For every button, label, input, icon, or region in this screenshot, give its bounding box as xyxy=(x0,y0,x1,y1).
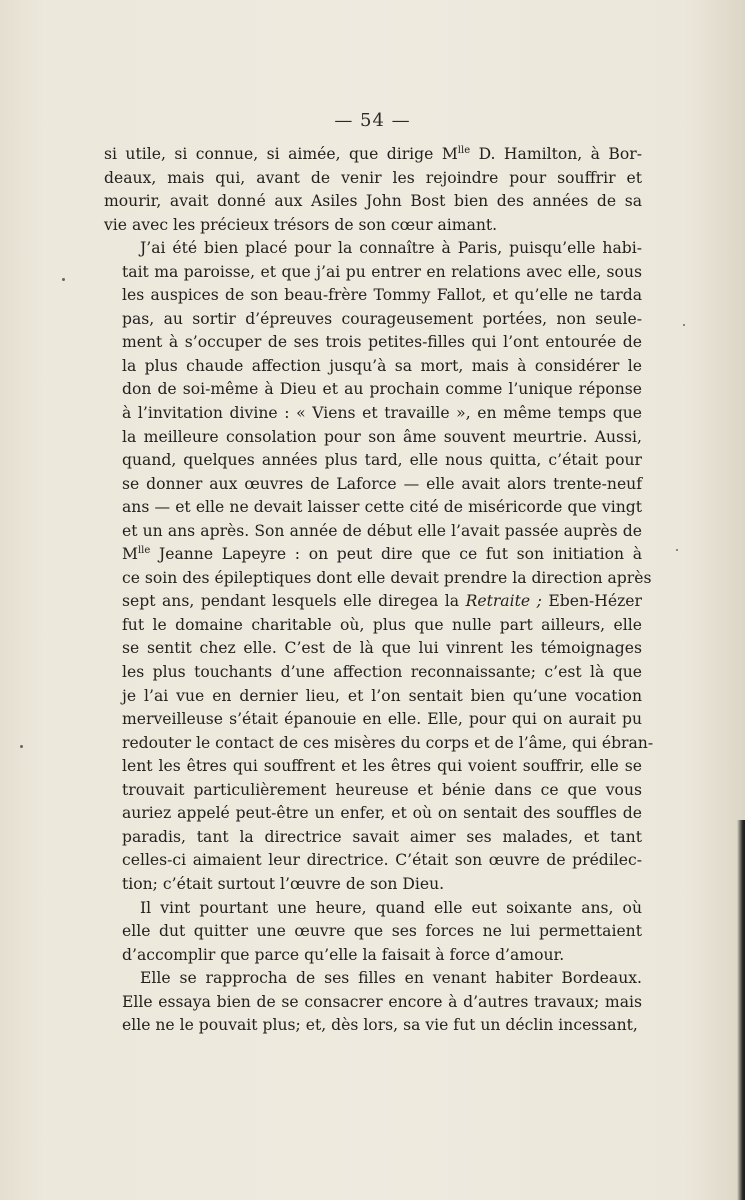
page-edge-shadow xyxy=(737,820,745,1200)
text-line xyxy=(104,543,642,567)
text-run: ment à s’occuper de ses trois petites-filles qui l’ont entourée de xyxy=(122,333,642,352)
text-run: les auspices de son beau-frère Tommy Fallot, et qu’elle ne tarda xyxy=(122,286,642,305)
text-line xyxy=(104,449,642,473)
text-line xyxy=(104,284,642,308)
text-line xyxy=(104,402,642,426)
text-run: redouter le contact de ces misères du corps et de l’âme, qui ébran- xyxy=(122,733,654,752)
paper-speck xyxy=(20,745,23,748)
text-line xyxy=(104,614,642,638)
text-run: trouvait particulièrement heureuse et bénie dans ce que vous xyxy=(122,780,642,799)
text-line xyxy=(104,237,642,261)
text-run: si utile, si connue, si aimée, que dirige M xyxy=(104,145,458,163)
text-run: d’accomplir que parce qu’elle la faisait à force d’amour. xyxy=(122,945,565,964)
text-line xyxy=(104,873,642,897)
page-number: — 54 — xyxy=(334,110,411,131)
text-line xyxy=(104,308,642,332)
text-run: tait ma paroisse, et que j’ai pu entrer en relations avec elle, sous xyxy=(122,262,642,281)
text-run: tion; c’était surtout l’œuvre de son Dieu. xyxy=(122,874,445,893)
text-line xyxy=(104,826,642,850)
text-line xyxy=(104,567,652,591)
text-run: se donner aux œuvres de Laforce — elle avait alors trente-neuf xyxy=(122,474,642,493)
superscript: lle xyxy=(457,144,471,156)
text-line xyxy=(104,755,642,779)
text-run: ans — et elle ne devait laisser cette cité de miséricorde que vingt xyxy=(122,498,642,517)
text-line xyxy=(104,897,642,921)
text-run: fut le domaine charitable où, plus que nulle part ailleurs, elle xyxy=(122,615,642,634)
text-line xyxy=(104,967,642,991)
text-line xyxy=(104,685,642,709)
text-run: mourir, avait donné aux Asiles John Bost bien des années de sa xyxy=(104,192,642,211)
text-run: Elle se rapprocha de ses filles en venant habiter Bordeaux. xyxy=(140,969,642,988)
text-run: Eben-Hézer xyxy=(541,592,642,611)
text-run: et un ans après. Son année de début elle l’avait passée auprès de xyxy=(122,521,642,540)
text-line xyxy=(104,661,642,685)
text-line xyxy=(104,426,642,450)
text-line xyxy=(104,590,642,614)
paragraph xyxy=(104,237,654,896)
text-run: D. Hamilton, à Bor- xyxy=(470,145,642,163)
text-run: la plus chaude affection jusqu’à sa mort, mais à considérer le xyxy=(122,356,642,375)
text-run: deaux, mais qui, avant de venir les rejoindre pour souffrir et xyxy=(104,168,642,187)
text-run: la meilleure consolation pour son âme souvent meurtrie. Aussi, xyxy=(122,427,642,446)
text-line xyxy=(104,732,654,756)
text-run: vie avec les précieux trésors de son cœur aimant. xyxy=(104,215,498,234)
paragraph xyxy=(104,143,642,237)
text-run: Elle essaya bien de se consacrer encore à d’autres travaux; mais xyxy=(122,992,642,1011)
superscript: lle xyxy=(137,545,151,557)
text-run: quand, quelques années plus tard, elle nous quitta, c’était pour xyxy=(122,451,642,470)
text-run: Jeanne Lapeyre : on peut dire que ce fut son initiation à xyxy=(150,545,642,564)
text-line xyxy=(104,637,642,661)
text-line xyxy=(104,167,642,191)
text-run: les plus touchants d’une affection reconnaissante; c’est là que xyxy=(122,663,642,682)
text-run: merveilleuse s’était épanouie en elle. Elle, pour qui on aurait pu xyxy=(122,710,642,729)
text-line xyxy=(104,355,642,379)
text-line xyxy=(104,261,642,285)
text-line xyxy=(104,496,642,520)
paper-speck xyxy=(683,324,685,326)
text-line xyxy=(104,331,642,355)
text-line xyxy=(104,802,642,826)
text-line xyxy=(104,849,642,873)
text-run: pas, au sortir d’épreuves courageusement portées, non seule- xyxy=(122,309,642,328)
text-line xyxy=(104,214,642,238)
text-line xyxy=(104,1014,642,1038)
text-line xyxy=(104,944,642,968)
paragraph xyxy=(104,897,642,968)
text-run: lent les êtres qui souffrent et les êtres qui voient souffrir, elle se xyxy=(122,757,642,776)
text-run: paradis, tant la directrice savait aimer ses malades, et tant xyxy=(122,827,642,846)
text-run: Il vint pourtant une heure, quand elle eut soixante ans, où xyxy=(140,898,642,917)
text-run: elle ne le pouvait plus; et, dès lors, sa vie fut un déclin incessant, xyxy=(122,1016,638,1035)
text-run: auriez appelé peut-être un enfer, et où on sentait des souffles de xyxy=(122,804,642,823)
body-text xyxy=(104,143,654,1038)
text-line xyxy=(104,520,642,544)
text-line xyxy=(104,473,642,497)
text-line xyxy=(104,143,642,167)
text-line xyxy=(104,920,642,944)
text-run: ce soin des épileptiques dont elle devait prendre la direction après xyxy=(122,568,652,587)
paragraph xyxy=(104,967,642,1038)
text-run: je l’ai vue en dernier lieu, et l’on sentait bien qu’une vocation xyxy=(122,686,642,705)
text-run: J’ai été bien placé pour la connaître à Paris, puisqu’elle habi- xyxy=(140,239,642,258)
text-run: elle dut quitter une œuvre que ses forces ne lui permettaient xyxy=(122,922,642,941)
text-line xyxy=(104,378,642,402)
paper-speck xyxy=(676,549,678,551)
text-run: don de soi-même à Dieu et au prochain comme l’unique réponse xyxy=(122,380,642,399)
text-line xyxy=(104,708,642,732)
text-run: celles-ci aimaient leur directrice. C’était son œuvre de prédilec- xyxy=(122,851,642,870)
text-line xyxy=(104,190,642,214)
text-run: M xyxy=(122,545,138,564)
text-run: à l’invitation divine : « Viens et travaille », en même temps que xyxy=(122,404,642,423)
text-line xyxy=(104,779,642,803)
text-run: se sentit chez elle. C’est de là que lui vinrent les témoignages xyxy=(122,639,642,658)
paper-speck xyxy=(62,278,65,281)
italic-text: Retraite ; xyxy=(465,592,542,611)
text-line xyxy=(104,991,642,1015)
text-run: sept ans, pendant lesquels elle diregea la xyxy=(122,592,466,611)
